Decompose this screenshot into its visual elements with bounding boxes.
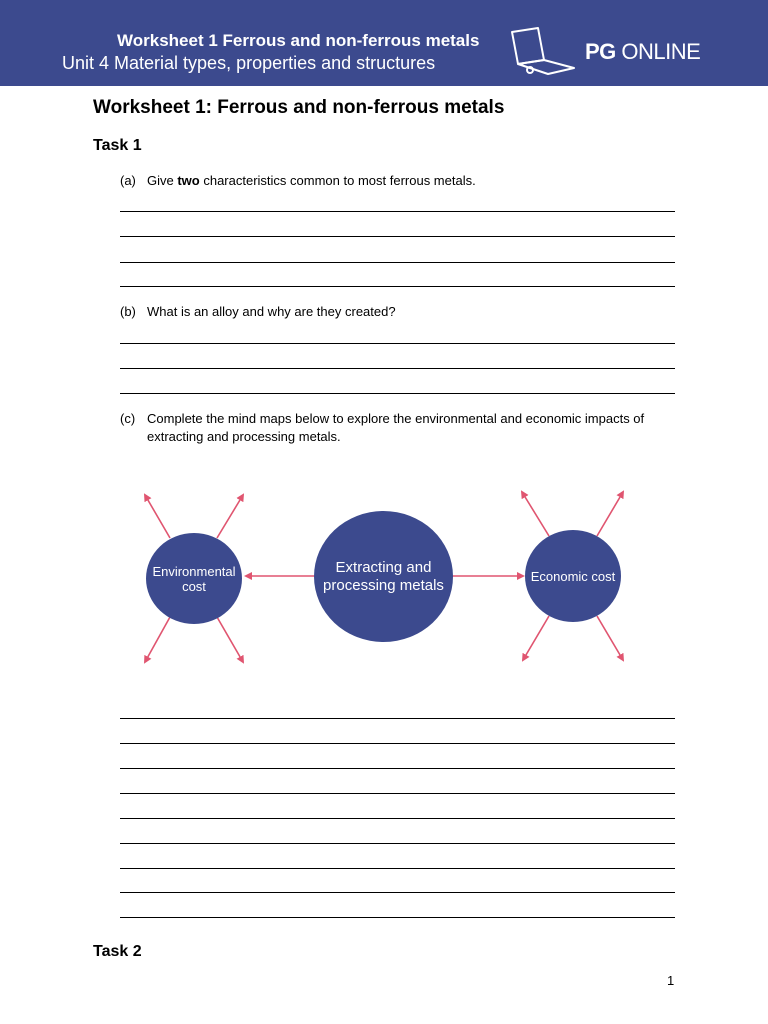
task2-heading: Task 2 bbox=[93, 943, 142, 960]
answer-line[interactable] bbox=[120, 843, 675, 844]
answer-line[interactable] bbox=[120, 368, 675, 369]
answer-line[interactable] bbox=[120, 343, 675, 344]
header-title: Worksheet 1 Ferrous and non-ferrous metals bbox=[117, 31, 480, 50]
worksheet-title: Worksheet 1: Ferrous and non-ferrous metals bbox=[93, 97, 505, 118]
question-b-text: What is an alloy and why are they created? bbox=[147, 304, 396, 319]
arrow-right-down-left bbox=[523, 616, 549, 660]
answer-line[interactable] bbox=[120, 393, 675, 394]
answer-line[interactable] bbox=[120, 818, 675, 819]
answer-line[interactable] bbox=[120, 743, 675, 744]
brand-online: ONLINE bbox=[615, 39, 701, 64]
answer-line[interactable] bbox=[120, 286, 675, 287]
arrow-left-up-left bbox=[145, 495, 170, 538]
header-banner bbox=[0, 0, 768, 86]
arrow-left-down-right bbox=[217, 617, 243, 662]
answer-line[interactable] bbox=[120, 892, 675, 893]
question-b-label: (b) bbox=[120, 304, 136, 319]
question-a-post: characteristics common to most ferrous metals. bbox=[199, 173, 476, 188]
answer-line[interactable] bbox=[120, 236, 675, 237]
arrow-right-down-right bbox=[597, 616, 623, 660]
arrow-left-up-right bbox=[217, 495, 243, 538]
arrow-right-up-left bbox=[522, 492, 549, 536]
answer-line[interactable] bbox=[120, 917, 675, 918]
answer-line[interactable] bbox=[120, 211, 675, 212]
arrow-right-up-right bbox=[597, 492, 623, 536]
brand-pg: PG bbox=[585, 39, 616, 64]
laptop-icon bbox=[500, 26, 578, 78]
mindmap-node-environmental: Environmental cost bbox=[146, 533, 242, 624]
question-c-label: (c) bbox=[120, 411, 136, 426]
mind-map bbox=[0, 480, 768, 680]
mindmap-node-center: Extracting and processing metals bbox=[314, 511, 453, 642]
answer-line[interactable] bbox=[120, 868, 675, 869]
mindmap-node-economic: Economic cost bbox=[525, 530, 621, 622]
task1-heading: Task 1 bbox=[93, 137, 142, 154]
brand-logo bbox=[585, 39, 700, 65]
answer-line[interactable] bbox=[120, 793, 675, 794]
page-number: 1 bbox=[667, 973, 675, 988]
answer-line[interactable] bbox=[120, 718, 675, 719]
arrow-left-down-left bbox=[145, 617, 170, 662]
header-subtitle: Unit 4 Material types, properties and structures bbox=[62, 53, 436, 73]
question-c-text: Complete the mind maps below to explore the environmental and economic impacts of extracting and processing metals. bbox=[147, 411, 645, 444]
question-a-label: (a) bbox=[120, 173, 136, 188]
answer-line[interactable] bbox=[120, 768, 675, 769]
question-a-bold: two bbox=[177, 173, 200, 188]
question-a-text bbox=[147, 172, 677, 190]
answer-line[interactable] bbox=[120, 262, 675, 263]
question-a-pre: Give bbox=[147, 173, 178, 188]
